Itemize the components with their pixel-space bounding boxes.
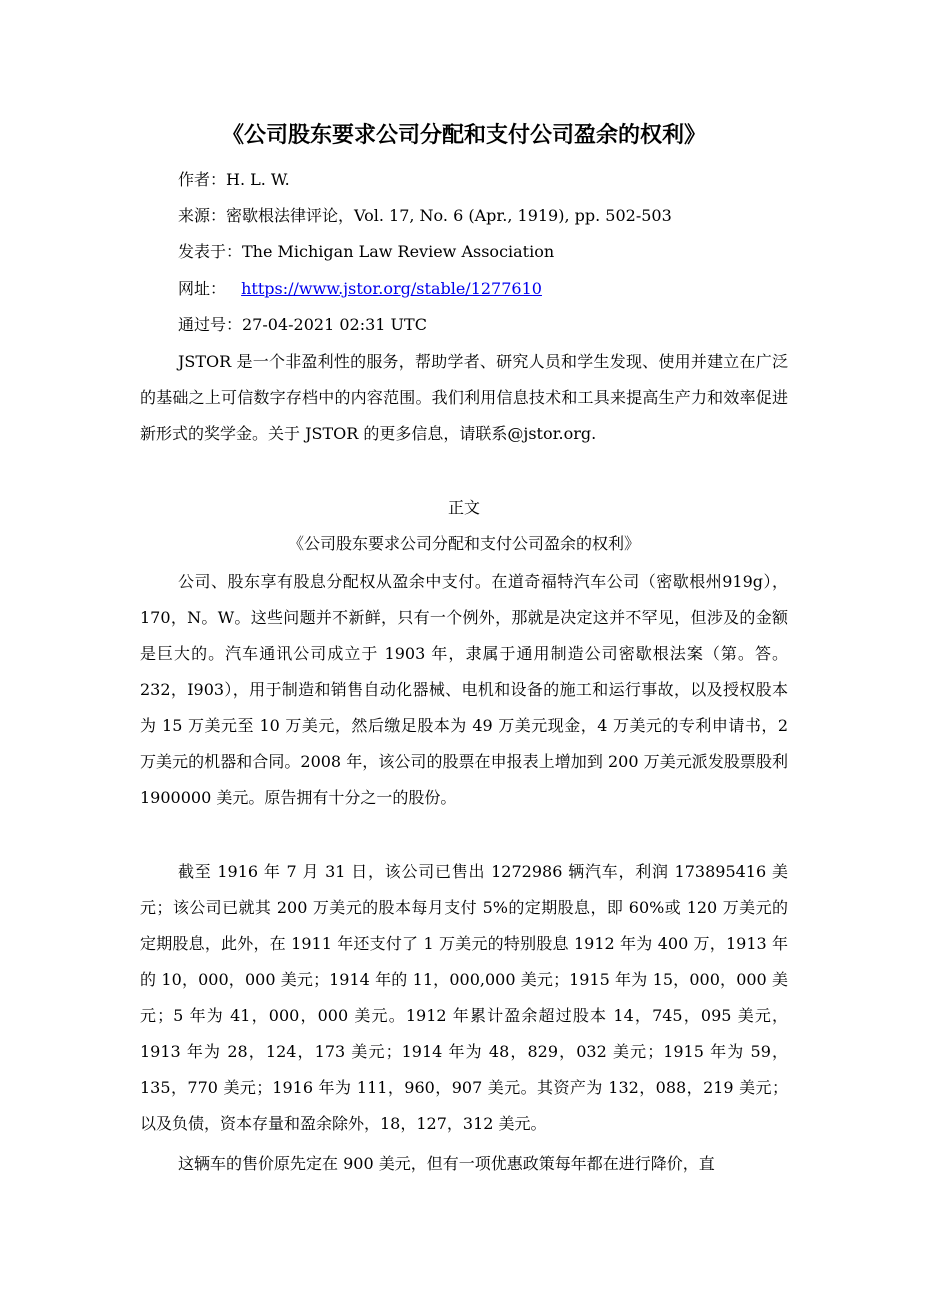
intro-paragraph: JSTOR 是一个非盈利性的服务，帮助学者、研究人员和学生发现、使用并建立在广泛的基础之上可信数字存档中的内容范围。我们利用信息技术和工具来提高生产力和效率促进新形式的奖学金。关于 JSTOR 的更多信息，请联系@jstor.org. [140, 352, 788, 443]
body-paragraph-1: 公司、股东享有股息分配权从盈余中支付。在道奇福特汽车公司（密歇根州919g），170，N。W。这些问题并不新鲜，只有一个例外，那就是决定这并不罕见，但涉及的金额是巨大的。汽车通讯公司成立于 1903 年，隶属于通用制造公司密歇根法案（第。答。232，I903），用于制造和销售自动化器械、电机和设备的施工和运行事故，以及授权股本为 15 万美元至 10 万美元，然后缴足股本为 49 万美元现金，4 万美元的专利申请书，2 万美元的机器和合同。2008 年，该公司的股票在申报表上增加到 200 万美元派发股票股利 1900000 美元。原告拥有十分之一的股份。 [140, 572, 788, 807]
source-line: 来源：密歇根法律评论，Vol. 17, No. 6 (Apr., 1919), pp. 502-503 [178, 206, 672, 225]
access-line: 通过号：27-04-2021 02:31 UTC [178, 315, 427, 334]
body-paragraph-3: 这辆车的售价原先定在 900 美元，但有一项优惠政策每年都在进行降价，直 [178, 1154, 715, 1173]
url-line [178, 278, 542, 300]
author-line: 作者：H. L. W. [178, 170, 290, 189]
publisher-line: 发表于：The Michigan Law Review Association [178, 242, 555, 261]
url-label: 网址： [178, 279, 227, 298]
document-title: 《公司股东要求公司分配和支付公司盈余的权利》 [221, 122, 706, 148]
jstor-link[interactable]: https://www.jstor.org/stable/1277610 [241, 279, 542, 298]
section-title: 《公司股东要求公司分配和支付公司盈余的权利》 [287, 534, 640, 553]
section-heading: 正文 [447, 498, 480, 517]
body-paragraph-2: 截至 1916 年 7 月 31 日，该公司已售出 1272986 辆汽车，利润 173895416 美元；该公司已就其 200 万美元的股本每月支付 5%的定期股息，即 60%或 120 万美元的定期股息，此外，在 1911 年还支付了 1 万美元的特别股息 1912 年为 400 万，1913 年的 10，000，000 美元；1914 年的 11，000,000 美元；1915 年为 15，000，000 美元；5 年为 41，000，000 美元。1912 年累计盈余超过股本 14，745，095 美元，1913 年为 28，124，173 美元；1914 年为 48，829，032 美元；1915 年为 59，135，770 美元；1916 年为 111，960，907 美元。其资产为 132，088，219 美元；以及负债，资本存量和盈余除外，18，127，312 美元。 [140, 862, 788, 1133]
